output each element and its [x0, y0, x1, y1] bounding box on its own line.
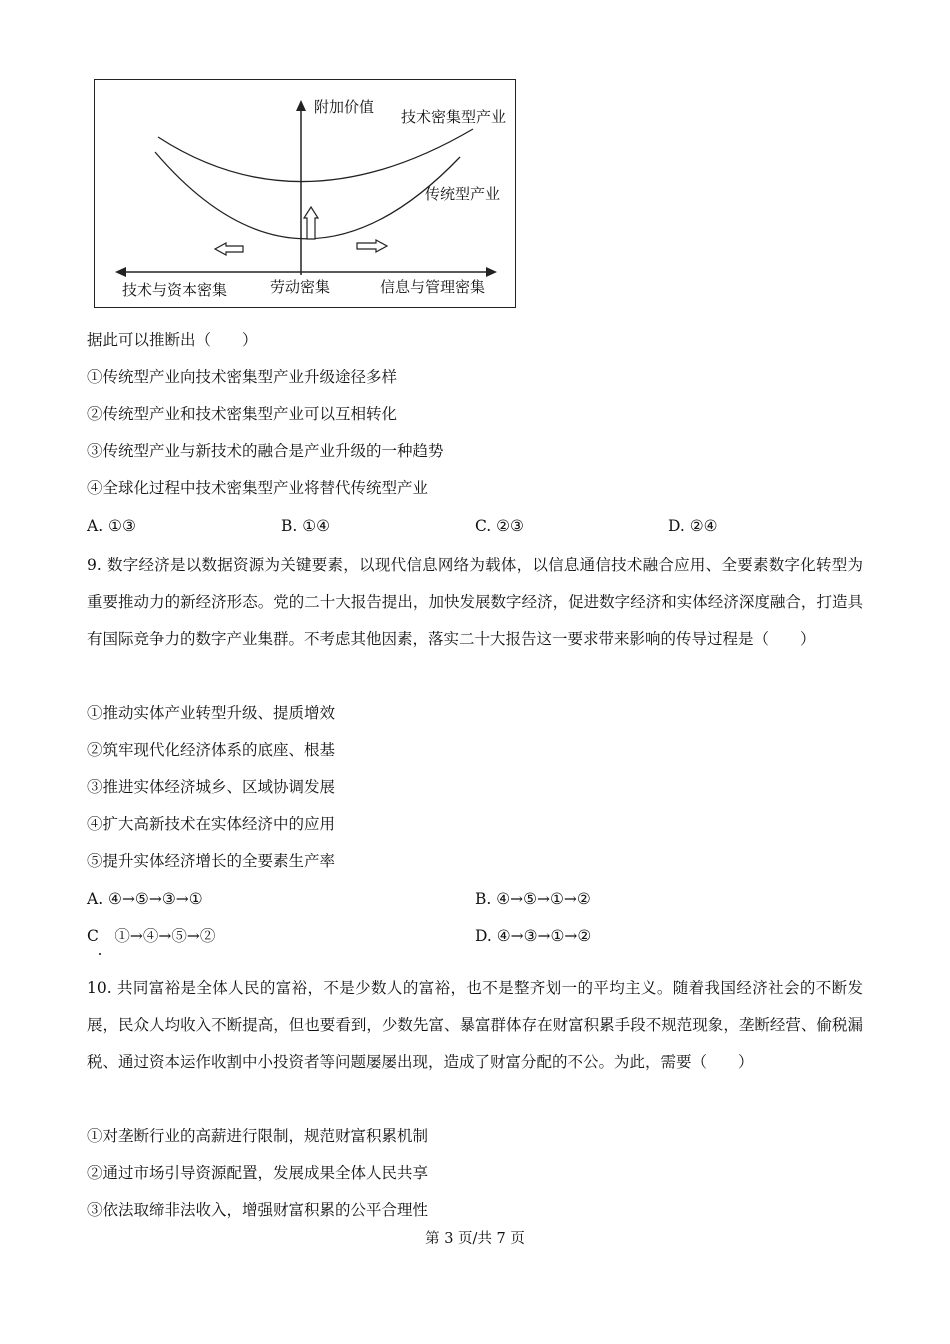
q8-stem: 据此可以推断出（ ） — [87, 331, 258, 349]
q9-option-c: C ①→④→⑤→② — [87, 927, 216, 945]
y-axis-arrowhead — [296, 100, 306, 111]
q9-option-b: B. ④→⑤→①→② — [475, 890, 591, 908]
industry-value-diagram — [94, 79, 516, 308]
x-right-label: 信息与管理密集 — [380, 278, 486, 296]
q9-stem: 9. 数字经济是以数据资源为关键要素，以现代信息网络为载体，以信息通信技术融合应用、全要素数字化转型为重要推动力的新经济形态。党的二十大报告提出，加快发展数字经济，促进数字经济和实体经济深度融合，打造具有国际竞争力的数字产业集群。不考虑其他因素，落实二十大报告这一要求带来影响的传导过程是（ ） — [87, 556, 863, 648]
stray-dot — [99, 953, 101, 955]
page-footer: 第 3 页/共 7 页 — [425, 1231, 525, 1247]
traditional-curve-label: 传统型产业 — [425, 185, 501, 203]
q9-option-d: D. ④→③→①→② — [475, 927, 592, 945]
q8-option-a: A. ①③ — [87, 517, 136, 535]
q9-item-4: ④扩大高新技术在实体经济中的应用 — [87, 815, 336, 833]
q9-option-a: A. ④→⑤→③→① — [87, 890, 203, 908]
q8-option-b: B. ①④ — [281, 517, 331, 535]
q8-option-c: C. ②③ — [475, 517, 524, 535]
q8-item-2: ②传统型产业和技术密集型产业可以互相转化 — [87, 405, 398, 423]
q9-item-2: ②筑牢现代化经济体系的底座、根基 — [87, 741, 336, 759]
q10-item-2: ②通过市场引导资源配置，发展成果全体人民共享 — [87, 1164, 429, 1182]
x-left-label: 技术与资本密集 — [122, 281, 228, 299]
left-arrow-icon — [215, 243, 243, 255]
tech-curve-label: 技术密集型产业 — [401, 108, 507, 126]
q10-item-1: ①对垄断行业的高薪进行限制，规范财富积累机制 — [87, 1127, 429, 1145]
q8-item-4: ④全球化过程中技术密集型产业将替代传统型产业 — [87, 479, 429, 497]
q9-item-5: ⑤提升实体经济增长的全要素生产率 — [87, 852, 336, 870]
x-axis-right-arrowhead — [486, 267, 497, 277]
q8-item-3: ③传统型产业与新技术的融合是产业升级的一种趋势 — [87, 442, 444, 460]
upgrade-up-arrow-icon — [304, 207, 318, 239]
q10-stem: 10. 共同富裕是全体人民的富裕，不是少数人的富裕，也不是整齐划一的平均主义。随着我国经济社会的不断发展，民众人均收入不断提高，但也要看到，少数先富、暴富群体存在财富积累手段不规范现象，垄断经营、偷税漏税、通过资本运作收割中小投资者等问题屡屡出现，造成了财富分配的不公。为此，需要（ ） — [87, 979, 863, 1071]
x-axis-left-arrowhead — [115, 267, 126, 277]
right-arrow-icon — [357, 240, 387, 252]
q8-item-1: ①传统型产业向技术密集型产业升级途径多样 — [87, 368, 398, 386]
q8-option-d: D. ②④ — [668, 517, 718, 535]
x-mid-label: 劳动密集 — [270, 278, 331, 296]
q10-item-3: ③依法取缔非法收入，增强财富积累的公平合理性 — [87, 1201, 429, 1219]
q9-item-3: ③推进实体经济城乡、区域协调发展 — [87, 778, 336, 796]
q9-item-1: ①推动实体产业转型升级、提质增效 — [87, 704, 336, 722]
tech-intensive-curve — [158, 129, 473, 182]
y-axis-label: 附加价值 — [314, 98, 375, 116]
